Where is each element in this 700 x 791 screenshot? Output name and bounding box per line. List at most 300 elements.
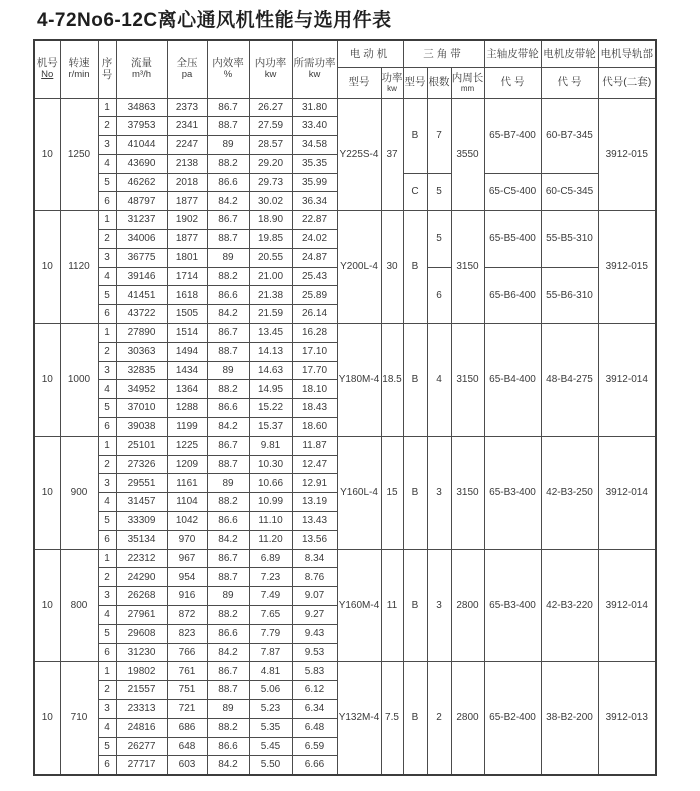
efficiency-cell: 89 [207, 474, 249, 493]
motor-pulley-cell: 38-B2-200 [541, 662, 598, 775]
efficiency-cell: 86.6 [207, 286, 249, 305]
belt-length-cell: 3150 [451, 324, 484, 437]
machine-no-cell: 10 [34, 436, 60, 549]
speed-cell: 710 [60, 662, 98, 775]
motor-model-cell: Y225S-4 [337, 98, 381, 211]
internal-power-cell: 19.85 [249, 230, 292, 249]
group-header-motor: 电动机 [337, 40, 403, 67]
serial-cell: 2 [98, 455, 116, 474]
pressure-cell: 603 [167, 756, 207, 775]
table-row [34, 324, 656, 343]
flow-cell: 41451 [116, 286, 167, 305]
belt-length-cell: 3150 [451, 211, 484, 324]
pressure-cell: 686 [167, 718, 207, 737]
efficiency-cell: 86.7 [207, 211, 249, 230]
rail-code-cell: 3912-014 [598, 324, 656, 437]
required-power-cell: 16.28 [292, 324, 337, 343]
pressure-cell: 1505 [167, 305, 207, 324]
flow-cell: 32835 [116, 361, 167, 380]
col-header-pressure: 全压 pa [167, 40, 207, 98]
internal-power-cell: 21.38 [249, 286, 292, 305]
internal-power-cell: 7.87 [249, 643, 292, 662]
belt-type-cell: B [403, 98, 427, 173]
internal-power-cell: 27.59 [249, 117, 292, 136]
efficiency-cell: 86.6 [207, 624, 249, 643]
flow-cell: 46262 [116, 173, 167, 192]
required-power-cell: 13.56 [292, 530, 337, 549]
machine-no-cell: 10 [34, 211, 60, 324]
belt-type-cell: B [403, 211, 427, 324]
efficiency-cell: 84.2 [207, 530, 249, 549]
efficiency-cell: 86.6 [207, 512, 249, 531]
serial-cell: 2 [98, 681, 116, 700]
group-header-belt: 三角带 [403, 40, 484, 67]
serial-cell: 3 [98, 136, 116, 155]
efficiency-cell: 88.7 [207, 230, 249, 249]
serial-cell: 1 [98, 662, 116, 681]
pressure-cell: 1877 [167, 230, 207, 249]
flow-cell: 27326 [116, 455, 167, 474]
flow-cell: 27890 [116, 324, 167, 343]
serial-cell: 1 [98, 211, 116, 230]
rail-code-cell: 3912-013 [598, 662, 656, 775]
efficiency-cell: 88.2 [207, 154, 249, 173]
page-title: 4-72No6-12C离心通风机性能与选用件表 [37, 10, 392, 31]
rail-code-cell: 3912-015 [598, 211, 656, 324]
pressure-cell: 916 [167, 587, 207, 606]
shaft-pulley-cell: 65-C5-400 [484, 173, 541, 211]
pressure-cell: 1042 [167, 512, 207, 531]
efficiency-cell: 86.6 [207, 399, 249, 418]
speed-cell: 800 [60, 549, 98, 662]
internal-power-cell: 28.57 [249, 136, 292, 155]
serial-cell: 4 [98, 380, 116, 399]
efficiency-cell: 88.7 [207, 681, 249, 700]
internal-power-cell: 7.23 [249, 568, 292, 587]
col-header-machine-no: 机号 No [34, 40, 60, 98]
motor-pulley-cell: 60-B7-345 [541, 98, 598, 173]
table-header [34, 40, 656, 98]
motor-pulley-cell: 55-B5-310 [541, 211, 598, 267]
efficiency-cell: 88.2 [207, 718, 249, 737]
motor-model-cell: Y200L-4 [337, 211, 381, 324]
pressure-cell: 1514 [167, 324, 207, 343]
table-row [34, 98, 656, 117]
motor-model-cell: Y180M-4 [337, 324, 381, 437]
flow-cell: 34863 [116, 98, 167, 117]
internal-power-cell: 13.45 [249, 324, 292, 343]
shaft-pulley-cell: 65-B3-400 [484, 549, 541, 662]
required-power-cell: 34.58 [292, 136, 337, 155]
belt-type-cell: B [403, 324, 427, 437]
motor-power-cell: 15 [381, 436, 403, 549]
flow-cell: 43722 [116, 305, 167, 324]
rail-code-cell: 3912-014 [598, 549, 656, 662]
efficiency-cell: 86.7 [207, 662, 249, 681]
flow-cell: 24816 [116, 718, 167, 737]
serial-cell: 4 [98, 493, 116, 512]
internal-power-cell: 29.73 [249, 173, 292, 192]
flow-cell: 21557 [116, 681, 167, 700]
speed-cell: 1120 [60, 211, 98, 324]
flow-cell: 30363 [116, 342, 167, 361]
pressure-cell: 970 [167, 530, 207, 549]
internal-power-cell: 5.45 [249, 737, 292, 756]
table-body [34, 98, 656, 775]
internal-power-cell: 7.79 [249, 624, 292, 643]
machine-no-cell: 10 [34, 549, 60, 662]
efficiency-cell: 84.2 [207, 643, 249, 662]
efficiency-cell: 89 [207, 361, 249, 380]
sub-header-rail-code: 代号(二套) [598, 67, 656, 98]
table-row [34, 662, 656, 681]
pressure-cell: 1618 [167, 286, 207, 305]
internal-power-cell: 7.65 [249, 606, 292, 625]
motor-pulley-cell: 60-C5-345 [541, 173, 598, 211]
belt-length-cell: 3150 [451, 436, 484, 549]
belt-count-cell: 3 [427, 549, 451, 662]
pressure-cell: 1902 [167, 211, 207, 230]
sub-header-belt-count: 根数 [427, 67, 451, 98]
belt-count-cell: 7 [427, 98, 451, 173]
required-power-cell: 6.66 [292, 756, 337, 775]
internal-power-cell: 11.20 [249, 530, 292, 549]
table-row [34, 211, 656, 230]
internal-power-cell: 21.00 [249, 267, 292, 286]
flow-cell: 34006 [116, 230, 167, 249]
internal-power-cell: 10.66 [249, 474, 292, 493]
group-header-motor-pulley: 电机皮带轮 [541, 40, 598, 67]
internal-power-cell: 15.37 [249, 418, 292, 437]
shaft-pulley-cell: 65-B3-400 [484, 436, 541, 549]
internal-power-cell: 5.50 [249, 756, 292, 775]
pressure-cell: 1161 [167, 474, 207, 493]
internal-power-cell: 6.89 [249, 549, 292, 568]
internal-power-cell: 5.06 [249, 681, 292, 700]
efficiency-cell: 88.7 [207, 568, 249, 587]
efficiency-cell: 89 [207, 248, 249, 267]
flow-cell: 43690 [116, 154, 167, 173]
required-power-cell: 18.10 [292, 380, 337, 399]
speed-cell: 1250 [60, 98, 98, 211]
flow-cell: 33309 [116, 512, 167, 531]
efficiency-cell: 84.2 [207, 756, 249, 775]
serial-cell: 5 [98, 399, 116, 418]
motor-power-cell: 30 [381, 211, 403, 324]
belt-count-cell: 3 [427, 436, 451, 549]
col-header-efficiency: 内效率 % [207, 40, 249, 98]
internal-power-cell: 10.30 [249, 455, 292, 474]
efficiency-cell: 84.2 [207, 305, 249, 324]
internal-power-cell: 14.13 [249, 342, 292, 361]
motor-power-cell: 7.5 [381, 662, 403, 775]
pressure-cell: 954 [167, 568, 207, 587]
flow-cell: 35134 [116, 530, 167, 549]
internal-power-cell: 11.10 [249, 512, 292, 531]
required-power-cell: 35.99 [292, 173, 337, 192]
internal-power-cell: 18.90 [249, 211, 292, 230]
required-power-cell: 13.43 [292, 512, 337, 531]
required-power-cell: 18.60 [292, 418, 337, 437]
fan-performance-table [33, 39, 657, 776]
serial-cell: 6 [98, 530, 116, 549]
flow-cell: 48797 [116, 192, 167, 211]
flow-cell: 31237 [116, 211, 167, 230]
flow-cell: 19802 [116, 662, 167, 681]
flow-cell: 26268 [116, 587, 167, 606]
serial-cell: 2 [98, 568, 116, 587]
efficiency-cell: 89 [207, 587, 249, 606]
internal-power-cell: 5.23 [249, 700, 292, 719]
col-header-speed: 转速 r/min [60, 40, 98, 98]
flow-cell: 31230 [116, 643, 167, 662]
required-power-cell: 12.47 [292, 455, 337, 474]
efficiency-cell: 88.7 [207, 342, 249, 361]
serial-cell: 6 [98, 305, 116, 324]
required-power-cell: 22.87 [292, 211, 337, 230]
serial-cell: 4 [98, 267, 116, 286]
serial-cell: 1 [98, 324, 116, 343]
pressure-cell: 648 [167, 737, 207, 756]
internal-power-cell: 20.55 [249, 248, 292, 267]
pressure-cell: 1288 [167, 399, 207, 418]
belt-count-cell: 6 [427, 267, 451, 323]
serial-cell: 5 [98, 624, 116, 643]
pressure-cell: 2341 [167, 117, 207, 136]
motor-pulley-cell: 42-B3-250 [541, 436, 598, 549]
belt-length-cell: 3550 [451, 98, 484, 211]
serial-cell: 5 [98, 737, 116, 756]
sub-header-belt-type: 型号 [403, 67, 427, 98]
required-power-cell: 6.34 [292, 700, 337, 719]
col-header-flow: 流量 m³/h [116, 40, 167, 98]
pressure-cell: 967 [167, 549, 207, 568]
belt-length-cell: 2800 [451, 549, 484, 662]
required-power-cell: 26.14 [292, 305, 337, 324]
serial-cell: 1 [98, 98, 116, 117]
flow-cell: 37010 [116, 399, 167, 418]
machine-no-cell: 10 [34, 98, 60, 211]
flow-cell: 41044 [116, 136, 167, 155]
internal-power-cell: 21.59 [249, 305, 292, 324]
required-power-cell: 25.43 [292, 267, 337, 286]
sub-header-belt-length: 内周长 mm [451, 67, 484, 98]
required-power-cell: 36.34 [292, 192, 337, 211]
serial-cell: 4 [98, 718, 116, 737]
belt-length-cell: 2800 [451, 662, 484, 775]
pressure-cell: 766 [167, 643, 207, 662]
machine-no-cell: 10 [34, 324, 60, 437]
efficiency-cell: 88.7 [207, 455, 249, 474]
efficiency-cell: 88.2 [207, 606, 249, 625]
pressure-cell: 2373 [167, 98, 207, 117]
motor-model-cell: Y160L-4 [337, 436, 381, 549]
serial-cell: 3 [98, 700, 116, 719]
serial-cell: 1 [98, 549, 116, 568]
pressure-cell: 1199 [167, 418, 207, 437]
serial-cell: 3 [98, 587, 116, 606]
serial-cell: 4 [98, 154, 116, 173]
table-row [34, 436, 656, 455]
efficiency-cell: 88.2 [207, 493, 249, 512]
belt-count-cell: 5 [427, 211, 451, 267]
shaft-pulley-cell: 65-B5-400 [484, 211, 541, 267]
belt-type-cell: B [403, 662, 427, 775]
table-row [34, 549, 656, 568]
group-header-rail: 电机导轨部 [598, 40, 656, 67]
pressure-cell: 751 [167, 681, 207, 700]
efficiency-cell: 86.7 [207, 98, 249, 117]
flow-cell: 23313 [116, 700, 167, 719]
rail-code-cell: 3912-014 [598, 436, 656, 549]
required-power-cell: 8.76 [292, 568, 337, 587]
required-power-cell: 17.70 [292, 361, 337, 380]
flow-cell: 26277 [116, 737, 167, 756]
efficiency-cell: 89 [207, 700, 249, 719]
required-power-cell: 33.40 [292, 117, 337, 136]
machine-no-cell: 10 [34, 662, 60, 775]
pressure-cell: 1801 [167, 248, 207, 267]
internal-power-cell: 15.22 [249, 399, 292, 418]
required-power-cell: 8.34 [292, 549, 337, 568]
group-header-shaft-pulley: 主轴皮带轮 [484, 40, 541, 67]
required-power-cell: 6.59 [292, 737, 337, 756]
flow-cell: 25101 [116, 436, 167, 455]
flow-cell: 34952 [116, 380, 167, 399]
flow-cell: 39146 [116, 267, 167, 286]
efficiency-cell: 86.6 [207, 173, 249, 192]
required-power-cell: 11.87 [292, 436, 337, 455]
flow-cell: 37953 [116, 117, 167, 136]
required-power-cell: 31.80 [292, 98, 337, 117]
flow-cell: 31457 [116, 493, 167, 512]
sub-header-motor-power: 功率 kw [381, 67, 403, 98]
flow-cell: 29551 [116, 474, 167, 493]
required-power-cell: 9.27 [292, 606, 337, 625]
internal-power-cell: 30.02 [249, 192, 292, 211]
pressure-cell: 1494 [167, 342, 207, 361]
flow-cell: 27961 [116, 606, 167, 625]
serial-cell: 6 [98, 756, 116, 775]
required-power-cell: 5.83 [292, 662, 337, 681]
pressure-cell: 1714 [167, 267, 207, 286]
motor-model-cell: Y132M-4 [337, 662, 381, 775]
pressure-cell: 721 [167, 700, 207, 719]
belt-type-cell: B [403, 436, 427, 549]
pressure-cell: 2247 [167, 136, 207, 155]
motor-power-cell: 18.5 [381, 324, 403, 437]
motor-power-cell: 11 [381, 549, 403, 662]
internal-power-cell: 5.35 [249, 718, 292, 737]
speed-cell: 1000 [60, 324, 98, 437]
serial-cell: 5 [98, 286, 116, 305]
flow-cell: 36775 [116, 248, 167, 267]
required-power-cell: 17.10 [292, 342, 337, 361]
required-power-cell: 12.91 [292, 474, 337, 493]
serial-cell: 5 [98, 173, 116, 192]
required-power-cell: 9.07 [292, 587, 337, 606]
belt-type-cell: B [403, 549, 427, 662]
serial-cell: 3 [98, 474, 116, 493]
serial-cell: 6 [98, 192, 116, 211]
required-power-cell: 6.48 [292, 718, 337, 737]
sub-header-shaft-pulley-code: 代 号 [484, 67, 541, 98]
pressure-cell: 2138 [167, 154, 207, 173]
required-power-cell: 9.53 [292, 643, 337, 662]
shaft-pulley-cell: 65-B7-400 [484, 98, 541, 173]
belt-type-cell: C [403, 173, 427, 211]
required-power-cell: 13.19 [292, 493, 337, 512]
internal-power-cell: 10.99 [249, 493, 292, 512]
pressure-cell: 1104 [167, 493, 207, 512]
pressure-cell: 823 [167, 624, 207, 643]
internal-power-cell: 7.49 [249, 587, 292, 606]
serial-cell: 5 [98, 512, 116, 531]
efficiency-cell: 86.7 [207, 549, 249, 568]
efficiency-cell: 89 [207, 136, 249, 155]
required-power-cell: 25.89 [292, 286, 337, 305]
efficiency-cell: 86.7 [207, 436, 249, 455]
internal-power-cell: 29.20 [249, 154, 292, 173]
speed-cell: 900 [60, 436, 98, 549]
sub-header-motor-pulley-code: 代 号 [541, 67, 598, 98]
efficiency-cell: 84.2 [207, 418, 249, 437]
belt-count-cell: 2 [427, 662, 451, 775]
motor-pulley-cell: 55-B6-310 [541, 267, 598, 323]
belt-count-cell: 5 [427, 173, 451, 211]
pressure-cell: 2018 [167, 173, 207, 192]
motor-pulley-cell: 48-B4-275 [541, 324, 598, 437]
header-group-row [34, 40, 656, 67]
required-power-cell: 35.35 [292, 154, 337, 173]
required-power-cell: 9.43 [292, 624, 337, 643]
required-power-cell: 18.43 [292, 399, 337, 418]
serial-cell: 2 [98, 342, 116, 361]
efficiency-cell: 88.2 [207, 380, 249, 399]
pressure-cell: 1364 [167, 380, 207, 399]
shaft-pulley-cell: 65-B4-400 [484, 324, 541, 437]
serial-cell: 3 [98, 361, 116, 380]
serial-cell: 2 [98, 230, 116, 249]
pressure-cell: 761 [167, 662, 207, 681]
col-header-internal-power: 内功率 kw [249, 40, 292, 98]
serial-cell: 4 [98, 606, 116, 625]
required-power-cell: 24.87 [292, 248, 337, 267]
sub-header-motor-model: 型号 [337, 67, 381, 98]
pressure-cell: 1877 [167, 192, 207, 211]
internal-power-cell: 14.95 [249, 380, 292, 399]
flow-cell: 39038 [116, 418, 167, 437]
flow-cell: 29608 [116, 624, 167, 643]
flow-cell: 22312 [116, 549, 167, 568]
efficiency-cell: 86.6 [207, 737, 249, 756]
serial-cell: 6 [98, 418, 116, 437]
efficiency-cell: 88.2 [207, 267, 249, 286]
col-header-serial: 序 号 [98, 40, 116, 98]
pressure-cell: 1209 [167, 455, 207, 474]
pressure-cell: 1225 [167, 436, 207, 455]
belt-count-cell: 4 [427, 324, 451, 437]
motor-pulley-cell: 42-B3-220 [541, 549, 598, 662]
required-power-cell: 6.12 [292, 681, 337, 700]
motor-model-cell: Y160M-4 [337, 549, 381, 662]
efficiency-cell: 88.7 [207, 117, 249, 136]
serial-cell: 6 [98, 643, 116, 662]
serial-cell: 2 [98, 117, 116, 136]
internal-power-cell: 14.63 [249, 361, 292, 380]
motor-power-cell: 37 [381, 98, 403, 211]
internal-power-cell: 4.81 [249, 662, 292, 681]
